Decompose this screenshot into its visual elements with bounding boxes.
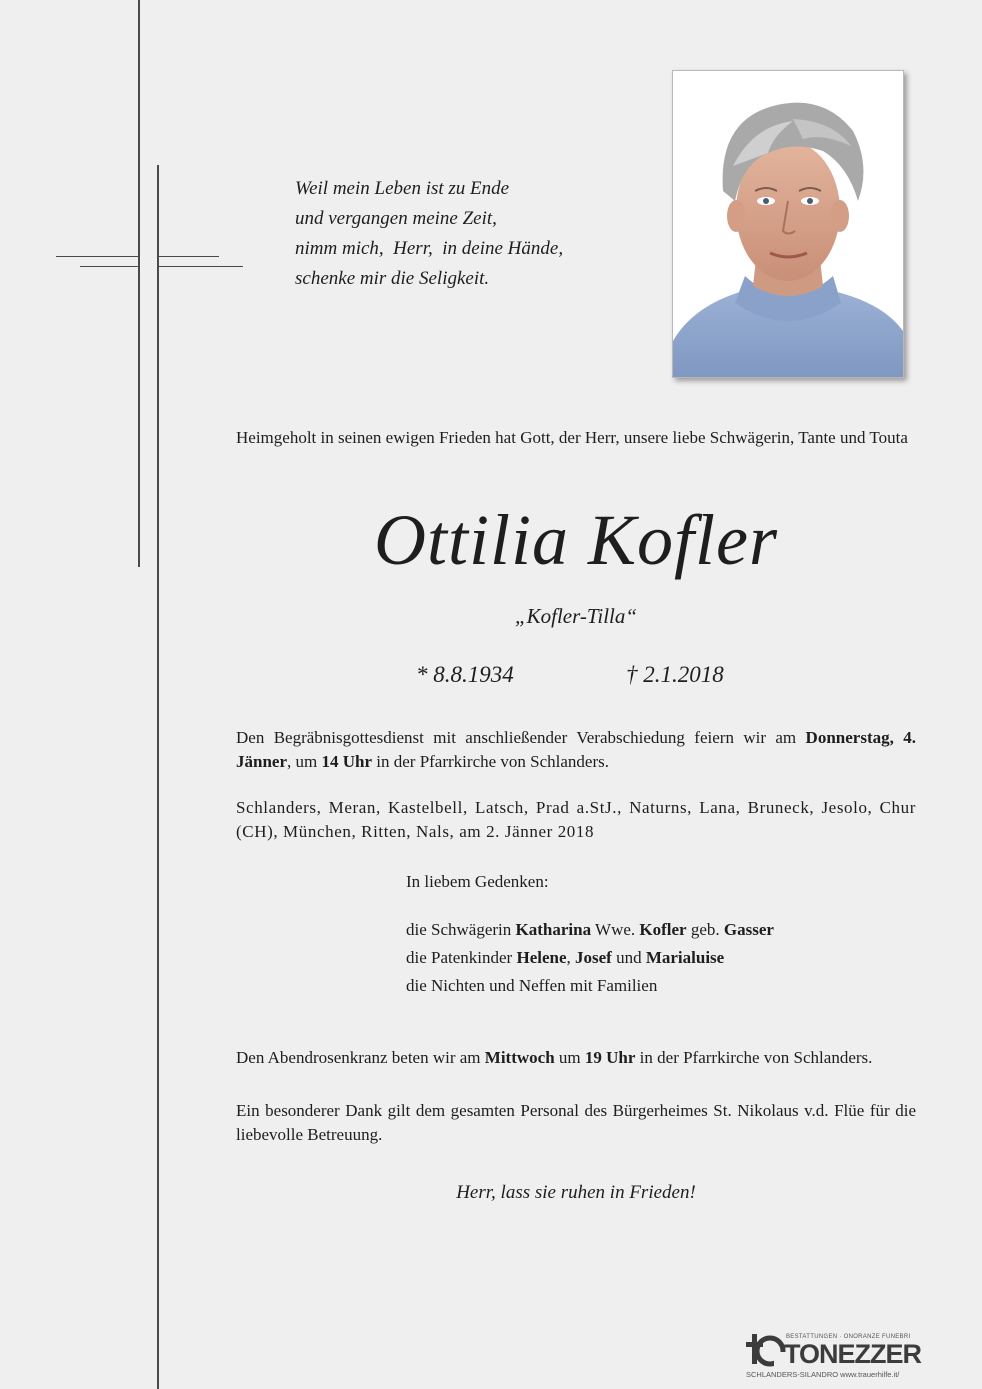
cross-bar-bottom <box>80 266 138 267</box>
poem-line: nimm mich, Herr, in deine Hände, <box>295 238 564 259</box>
mourner-row: die Nichten und Neffen mit Familien <box>406 976 658 995</box>
poem-line: und vergangen meine Zeit, <box>295 208 497 229</box>
mourners-heading: In liebem Gedenken: <box>406 872 549 891</box>
mourners-list <box>406 916 774 1000</box>
portrait-illustration <box>673 71 903 377</box>
funeral-text: , um <box>287 752 322 771</box>
funeral-day: Donnerstag, 4. Jänner <box>236 728 916 771</box>
mourner-row: die Patenkinder Helene, Josef und Marialuise <box>406 948 725 967</box>
poem <box>295 174 563 294</box>
closing-blessing: Herr, lass sie ruhen in Frieden! <box>456 1182 696 1203</box>
death-date: † 2.1.2018 <box>626 662 724 687</box>
logo-subtitle: SCHLANDERS-SILANDRO www.trauerhilfe.it/ <box>746 1370 900 1379</box>
logo-tagline: BESTATTUNGEN · ONORANZE FUNEBRI <box>786 1334 911 1340</box>
funeral-time: 14 Uhr <box>321 752 373 771</box>
poem-line: Weil mein Leben ist zu Ende <box>295 178 510 199</box>
frame-line-left <box>138 0 140 567</box>
funeral-text: Den Begräbnisgottesdienst mit anschließender Verabschiedung feiern wir am <box>236 728 806 747</box>
funeral-home-logo <box>746 1330 922 1382</box>
funeral-text: in der Pfarrkirche von Schlanders. <box>372 752 609 771</box>
intro-text: Heimgeholt in seinen ewigen Frieden hat Gott, der Herr, unsere liebe Schwägerin, Tante und Touta <box>236 428 908 447</box>
nickname: „Kofler-Tilla“ <box>514 604 638 628</box>
portrait-photo <box>672 70 904 378</box>
mourner-row: die Schwägerin Katharina Wwe. Kofler geb. Gasser <box>406 920 774 939</box>
cross-bar-bottom-right <box>159 266 243 267</box>
cross-emblem-icon <box>746 1332 786 1368</box>
cross-bar-top-right <box>159 256 219 257</box>
poem-line: schenke mir die Seligkeit. <box>295 268 490 289</box>
cross-bar-top <box>56 256 138 257</box>
logo-brand: TONEZZER <box>784 1339 922 1369</box>
rosary-notice: Den Abendrosenkranz beten wir am Mittwoch um 19 Uhr in der Pfarrkirche von Schlanders. <box>236 1048 873 1067</box>
thanks-text: Ein besonderer Dank gilt dem gesamten Personal des Bürgerheimes St. Nikolaus v.d. Flüe für die liebevolle Betreuung. <box>236 1101 916 1144</box>
funeral-notice <box>236 726 916 774</box>
birth-date: * 8.8.1934 <box>416 662 514 687</box>
deceased-name: Ottilia Kofler <box>373 500 779 580</box>
frame-line-right <box>157 165 159 1389</box>
places-and-date: Schlanders, Meran, Kastelbell, Latsch, Prad a.StJ., Naturns, Lana, Bruneck, Jesolo, Chur (CH), München, Ritten, Nals, am 2. Jänner 2018 <box>236 798 916 841</box>
